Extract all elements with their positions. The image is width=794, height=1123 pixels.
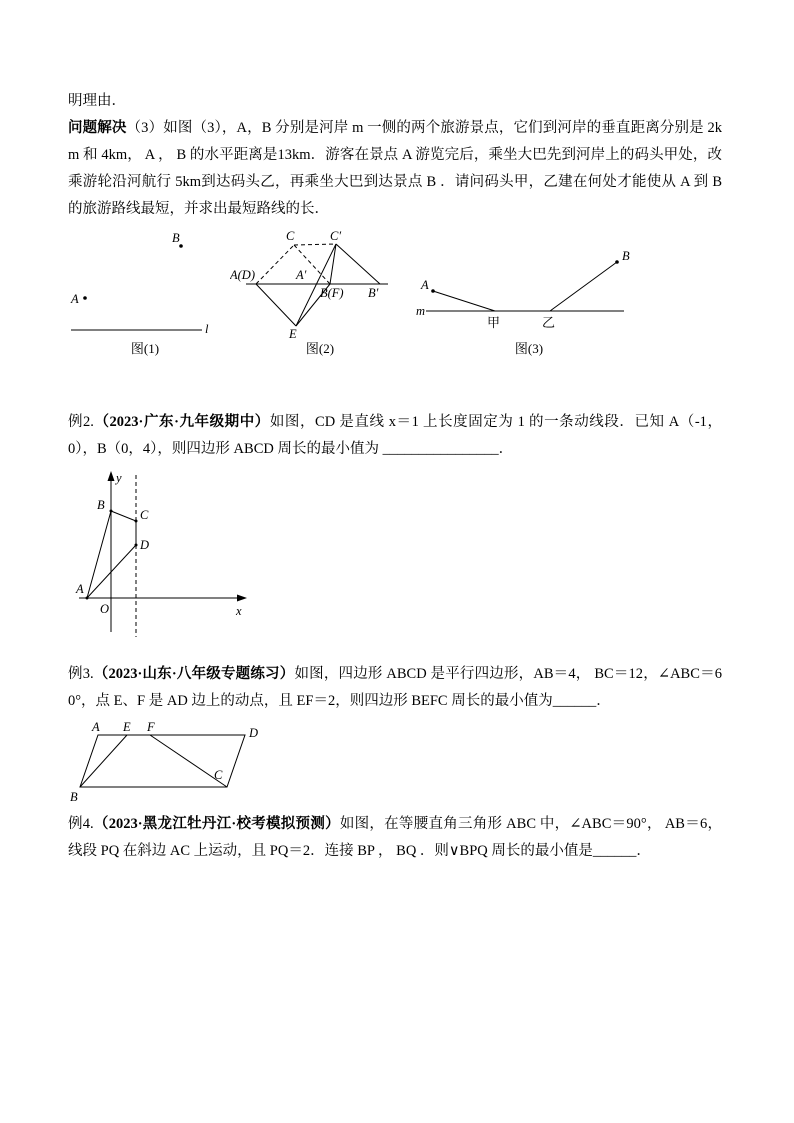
example-3-blank: ______: [552, 693, 597, 709]
point-bprime-label: B′: [368, 286, 379, 300]
point-a-dot: [83, 296, 87, 300]
point-c-label: C: [286, 229, 295, 243]
example-3-label: 例3.: [68, 666, 94, 682]
point-c-label: C: [140, 508, 149, 522]
point-a-label: A: [92, 721, 100, 734]
point-c-label: C: [214, 768, 223, 782]
example-3-period: ．: [596, 693, 611, 709]
example-3-paragraph: [68, 661, 722, 715]
point-e-label: E: [289, 327, 297, 341]
intro-line: 明理由．: [68, 93, 126, 109]
example-4-label: 例4.: [68, 816, 94, 832]
origin-label: O: [100, 602, 110, 616]
parallelogram-figure: [70, 721, 285, 805]
point-aprime-label: A′: [296, 268, 307, 282]
point-a-label: A: [71, 292, 79, 306]
point-f-label: F: [147, 721, 155, 734]
figure-3: [416, 229, 651, 361]
example-4-paragraph: [68, 811, 722, 865]
point-b-dot: [179, 244, 183, 248]
point-b-label: B: [172, 231, 180, 245]
segment-b-e: [80, 735, 127, 787]
point-a-label: A: [421, 278, 429, 292]
x-axis-label: x: [236, 604, 242, 618]
example-2-label: 例2.: [68, 414, 94, 430]
point-b-label: B: [97, 498, 105, 512]
figure-1-caption: 图(1): [130, 341, 160, 356]
example-2-period: ．: [498, 441, 514, 457]
example-2-source: （2023·广东·九年级期中）: [93, 414, 270, 430]
segment-cprime-bprime: [336, 244, 380, 284]
dock-yi-label: 乙: [542, 315, 556, 330]
example-4-text: 如图，在等腰直角三角形 ABC 中，∠ABC＝90°， AB＝6，线段 PQ 在斜边 AC 上运动，且 PQ＝2．连接 BP ， BQ ．则∨BPQ 周长的最小值是: [68, 816, 723, 859]
y-axis-label: y: [116, 471, 122, 485]
point-a-label: A: [76, 582, 84, 596]
line-l-label: l: [205, 322, 209, 336]
coordinate-figure: [74, 469, 259, 641]
example-2-text: 如图，CD 是直线 x＝1 上长度固定为 1 的一条动线段．已知 A（-1，0），B（0，4），则四边形 ABCD 周长的最小值为: [68, 414, 722, 457]
dock-jia-label: 甲: [487, 315, 501, 330]
point-d-label: D: [140, 538, 150, 552]
line-m-label: m: [416, 304, 426, 318]
parallelogram-figure-block: [70, 721, 722, 805]
example-4-period: ．: [636, 843, 651, 859]
point-ad-label: A(D): [230, 268, 255, 282]
y-axis-arrow: [108, 471, 115, 481]
point-bf-label: B(F): [320, 286, 344, 300]
example-3-text: 如图，四边形 ABCD 是平行四边形，AB＝4， BC＝12，∠ABC＝60°，点 E、F 是 AD 边上的动点，且 EF＝2，则四边形 BEFC 周长的最小值为: [68, 666, 723, 709]
problem-text: （3）如图（3），A，B 分别是河岸 m 一侧的两个旅游景点，它们到河岸的垂直距离分别是 2km 和 4km， A ， B 的水平距离是13km．游客在景点 A 游览完后，乘坐大巴先到河岸上的码头甲处，改乘游轮沿河航行 5km到达码头乙，再乘坐大巴到达景点 B ．请问码头甲，乙建在何处才能使从 A 到 B 的旅游路线最短，并求出最短路线的长．: [68, 120, 723, 217]
dashed-c-cprime: [294, 244, 336, 245]
figure-1: [68, 229, 218, 361]
example-4-source: （2023·黑龙江牡丹江·校考模拟预测）: [93, 816, 340, 832]
segment-e-cprime: [296, 244, 336, 326]
example-2-paragraph: [68, 409, 722, 463]
figure-2: [230, 229, 410, 361]
segment-b-yi: [550, 262, 617, 311]
problem-paragraph: [68, 115, 722, 223]
dashed-ad-c: [256, 245, 294, 284]
point-d-label: D: [249, 726, 259, 740]
coordinate-figure-block: [74, 469, 722, 641]
example-4-blank: ______: [592, 843, 637, 859]
point-cprime-label: C′: [330, 229, 342, 243]
segment-ad-e: [256, 284, 296, 326]
point-e-label: E: [123, 721, 131, 734]
point-b-label: B: [622, 249, 630, 263]
segment-b-c: [111, 511, 136, 521]
point-b-label: B: [70, 790, 78, 804]
point-c-dot: [135, 520, 138, 523]
problem-lead: 问题解决: [68, 120, 127, 136]
x-axis-arrow: [237, 595, 247, 602]
example-2-blank: ________________: [382, 441, 499, 457]
point-d-dot: [135, 544, 138, 547]
segment-a-jia: [433, 291, 495, 311]
figure-row: [68, 229, 722, 361]
figure-2-caption: 图(2): [305, 341, 335, 356]
point-a-dot: [86, 597, 89, 600]
example-3-source: （2023·山东·八年级专题练习）: [93, 666, 295, 682]
point-b-dot: [110, 510, 113, 513]
figure-3-caption: 图(3): [514, 341, 544, 356]
